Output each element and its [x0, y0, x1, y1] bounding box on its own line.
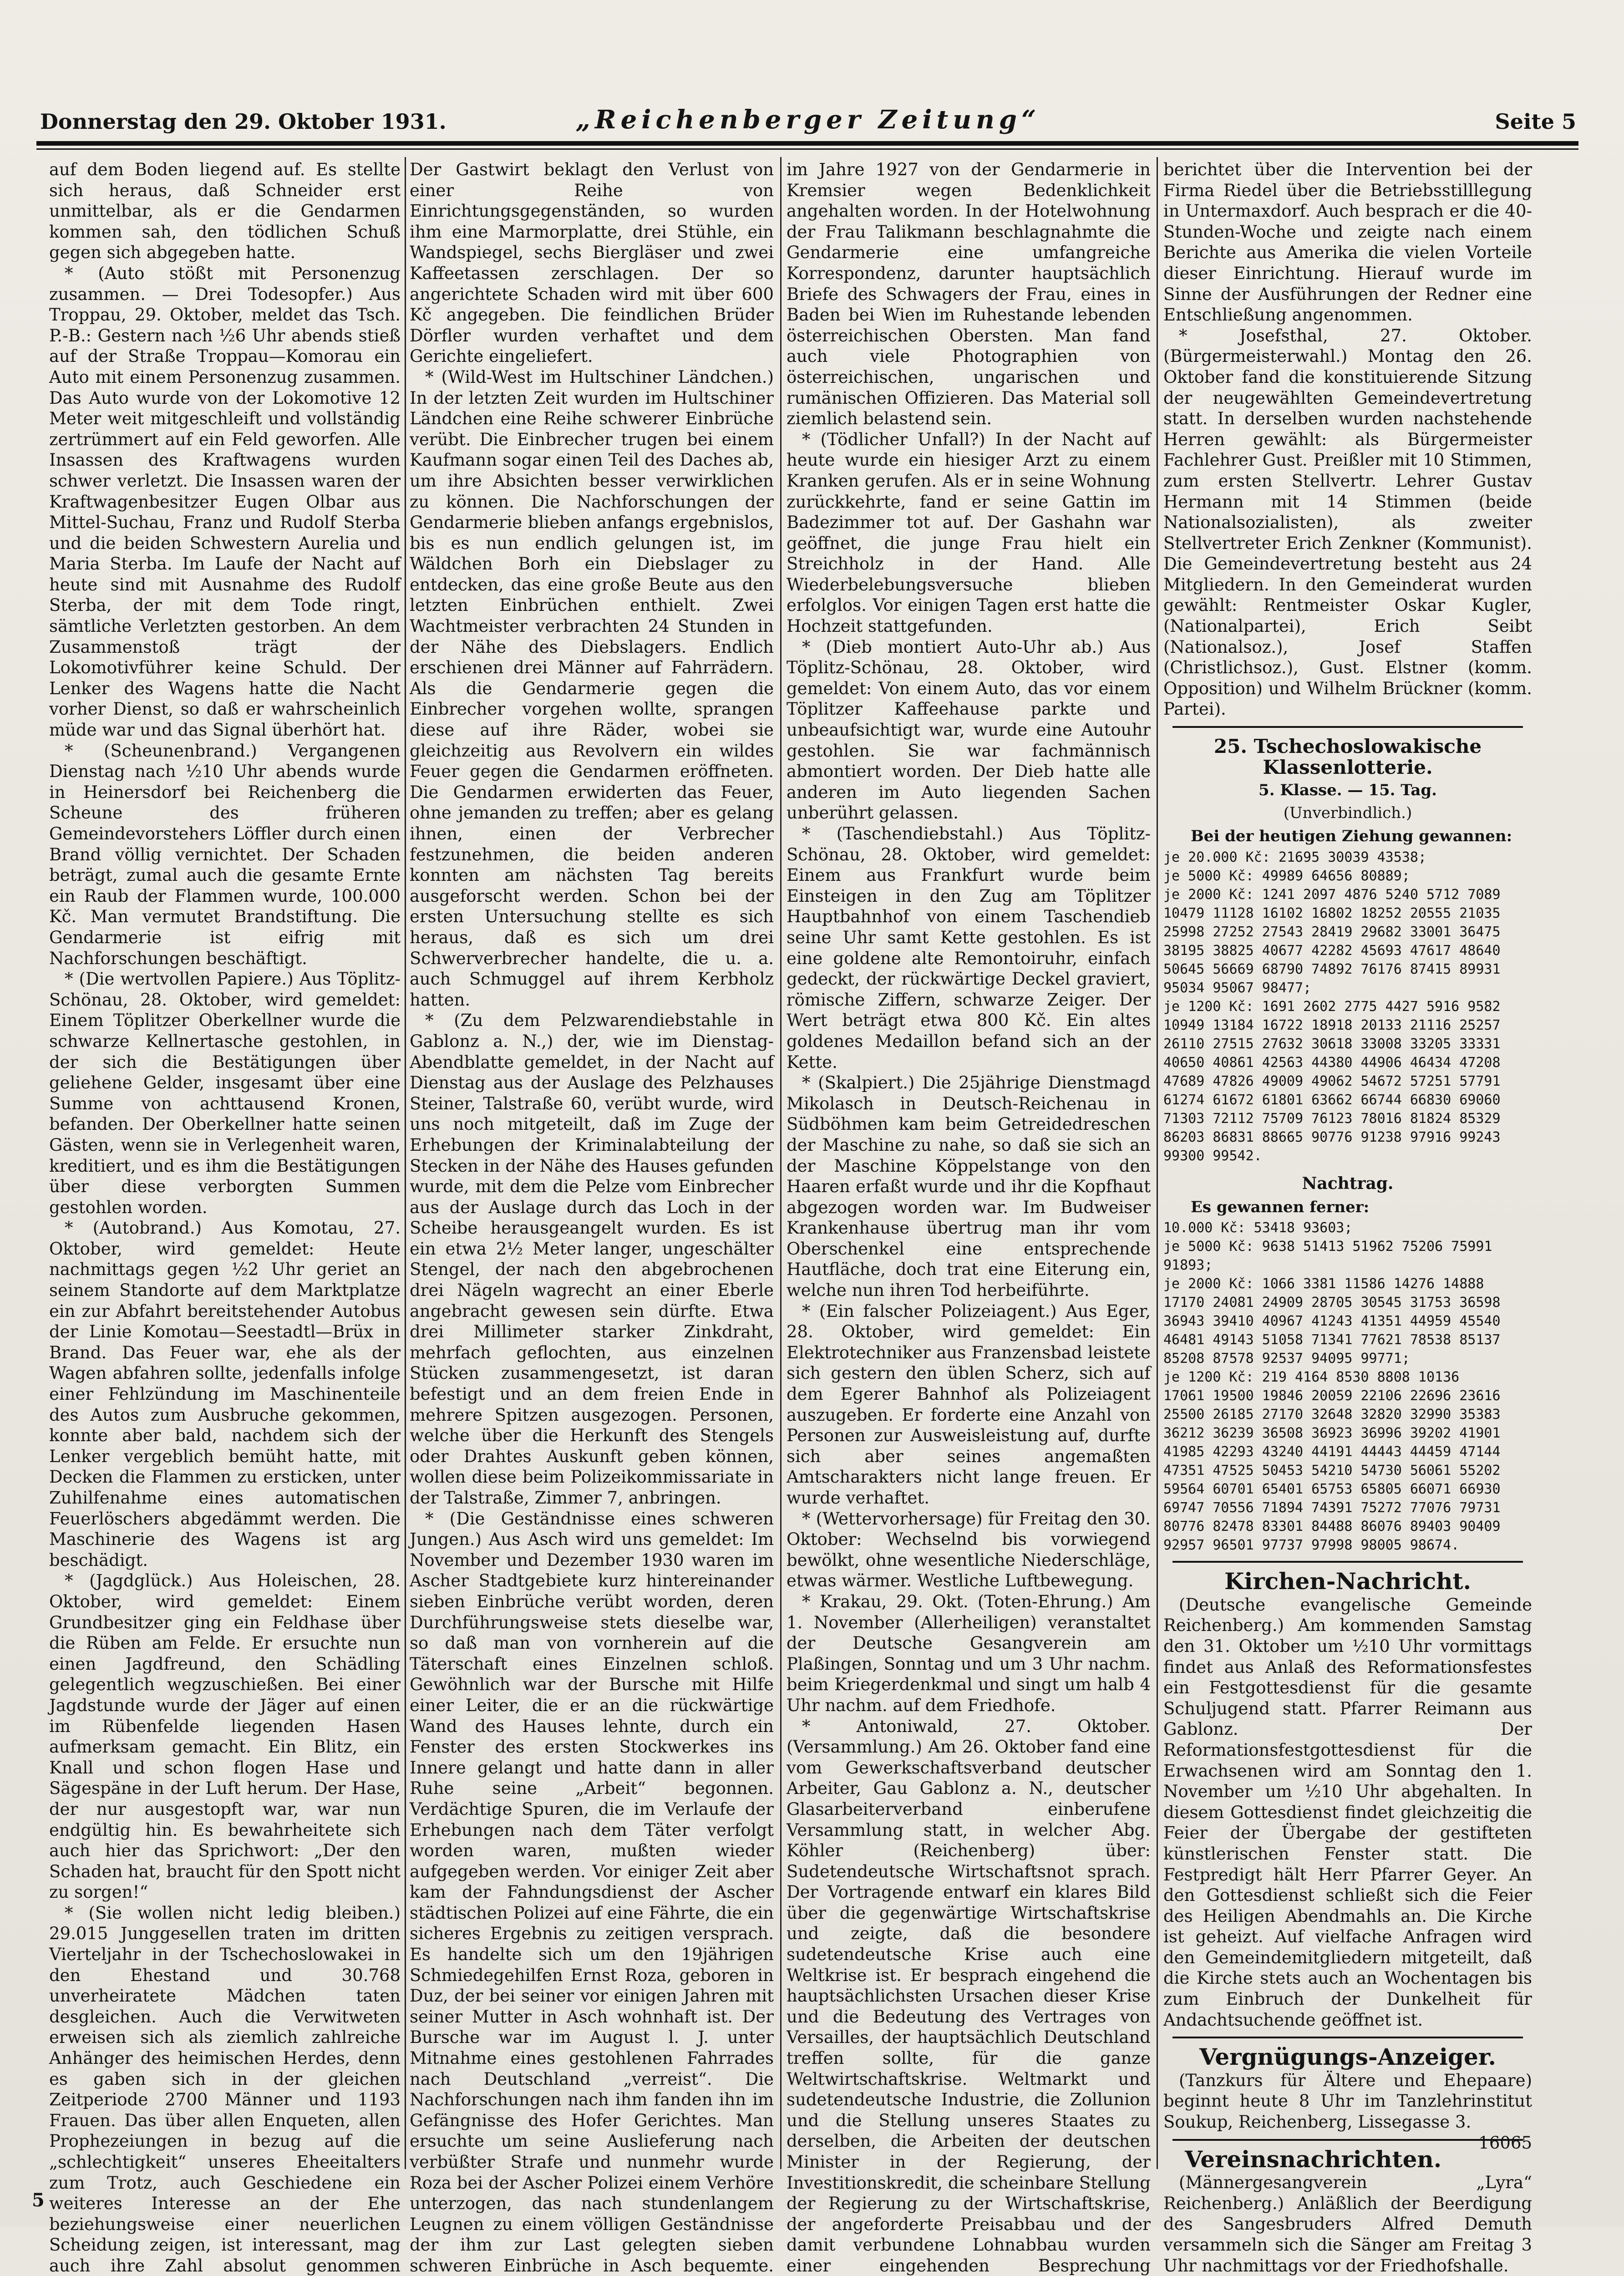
article-paragraph: * (Autobrand.) Aus Komotau, 27. Oktober, wird gemeldet: Heute nachmittags gegen ½2 Uhr geriet an seinem Standorte auf dem Marktplatze ein zur Abfahrt bereitstehender Autobus der Linie Komotau—Seestadtl—Brüx in Brand. Das Feuer war, ehe als der Wagen abfahren sollte, jedenfalls infolge einer Fehlzündung im Maschinenteile des Autos zum Ausbruche gekommen, konnte aber bald, nachdem sich der Lenker vergeblich bemüht hatte, mit Decken die Flammen zu ersticken, unter Zuhilfenahme eines automatischen Feuerlöschers abgedämmt werden. Die Maschinerie des Wagens ist arg beschädigt. — [49, 1218, 401, 1570]
lottery-row: 10479 11128 16102 16802 18252 20555 21035 — [1163, 905, 1501, 921]
lottery-row: 59564 60701 65401 65753 65805 66071 66930 — [1163, 1481, 1501, 1498]
lottery-row: je 1200 Kč: 1691 2602 2775 4427 5916 9582 — [1163, 999, 1501, 1015]
verein-text — [1163, 2172, 1532, 2276]
nachtrag-results — [1163, 1219, 1532, 1555]
lottery-subtitle: 5. Klasse. — 15. Tag. — [1259, 781, 1437, 800]
lottery-row: 80776 82478 83301 84488 86076 89403 90409 — [1163, 1519, 1501, 1535]
article-paragraph: * (Ein falscher Polizeiagent.) Aus Eger, 28. Oktober, wird gemeldet: Ein Elektrotechniker aus Franzensbad leistete sich gestern den üblen Scherz, sich auf dem Egerer Bahnhof als Polizeiagent auszugeben. Er forderte eine Anzahl von Personen zur Ausweisleistung auf, durfte sich aber seines angemaßten Amtscharakters nicht lange freuen. Er wurde verhaftet. — [787, 1301, 1151, 1508]
lottery-row: je 2000 Kč: 1241 2097 4876 5240 5712 7089 — [1163, 887, 1501, 903]
nachtrag-title: Nachtrag. — [1302, 1174, 1394, 1193]
article-paragraph: berichtet über die Intervention bei der Firma Riedel über die Betriebsstilllegung in Untermaxdorf. Auch besprach er die 40-Stunden-Woche und zeigte nach einem Berichte aus Amerika die vielen Vorteile dieser Einrichtung. Hierauf wurde im Sinne der Ausführungen der Redner eine Entschließung angenommen. — [1163, 160, 1532, 325]
lottery-row: 69747 70556 71894 74391 75272 77076 79731 — [1163, 1500, 1501, 1516]
lottery-row: 17170 24081 24909 28705 30545 31753 36598 — [1163, 1295, 1501, 1311]
column-4 — [1163, 159, 1532, 2276]
article-paragraph: * (Die Geständnisse eines schweren Jungen.) Aus Asch wird uns gemeldet: Im November und Dezember 1930 waren im Ascher Stadtgebiete kurz hintereinander sieben Einbrüche verübt worden, deren Durchführungsweise stets dieselbe war, so daß man von vornherein auf die Täterschaft eines Einzelnen schloß. Gewöhnlich war der Bursche mit Hilfe einer Leiter, die er an die rückwärtige Wand des Hauses lehnte, durch ein Fenster des ersten Stockwerkes ins Innere gelangt und hatte dann in aller Ruhe seine „Arbeit“ begonnen. Verdächtige Spuren, die im Verlaufe der Erhebungen nach dem Täter verfolgt worden waren, mußten wieder aufgegeben werden. Vor einiger Zeit aber kam der Fahndungsdienst der Ascher städtischen Polizei auf eine Fährte, die ein sicheres Ergebnis zu zeitigen versprach. Es handelte sich um den 19jährigen Schmiedegehilfen Ernst Roza, geboren in Duz, der bei seiner vor einigen Jahren mit seiner Mutter in Asch wohnhaft ist. Der Bursche war im August l. J. unter Mitnahme eines gestohlenen Fahrrades nach Deutschland „verreist“. Die Nachforschungen nach ihm fanden ihn im Gefängnisse des Hofer Gerichtes. Man ersuchte um seine Auslieferung nach verbüßter Strafe und nunmehr wurde Roza bei der Ascher Polizei einem Verhöre unterzogen, das nach stundenlangem Leugnen zu einem völligen Geständnisse der ihm zur Last gelegten sieben schweren Einbrüche in Asch bequemte. — [410, 1509, 774, 2276]
lottery-row: 25500 26185 27170 32648 32820 32990 35383 — [1163, 1407, 1501, 1423]
column-divider — [1157, 157, 1158, 2169]
lottery-row: 40650 40861 42563 44380 44906 46434 47208 — [1163, 1055, 1501, 1071]
article-paragraph: auf dem Boden liegend auf. Es stellte sich heraus, daß Schneider erst unmittelbar, als er die Gendarmen kommen sah, den tödlichen Schuß gegen sich abgegeben hatte. — [49, 160, 401, 263]
lottery-row: 17061 19500 19846 20059 22106 22696 23616 — [1163, 1388, 1501, 1404]
article-paragraph: * (Sie wollen nicht ledig bleiben.) 29.015 Junggesellen traten im dritten Vierteljahr in der Tschechoslowakei in den Ehestand und 30.768 unverheiratete Mädchen taten desgleichen. Auch die Verwitweten erweisen sich als ziemlich zahlreiche Anhänger des heimischen Herdes, denn es gaben sich in der gleichen Zeitperiode 2700 Männer und 1193 Frauen. Das über allen Enqueten, allen Prophezeiungen in bezug auf die „schlechtigkeit“ unseres Eheeitalters zum Trotz, auch Geschiedene ein weiteres Interesse an der Ehe beziehungsweise einer neuerlichen Scheidung zeigen, ist interessant, mag auch ihre Zahl absolut genommen — [49, 1903, 401, 2276]
lottery-intro: Bei der heutigen Ziehung gewannen: — [1191, 827, 1512, 846]
article-paragraph: * (Wettervorhersage) für Freitag den 30. Oktober: Wechselnd bis vorwiegend bewölkt, ohne wesentliche Niederschläge, etwas wärmer. Westliche Luftbewegung. — [787, 1509, 1151, 1591]
lottery-note: (Unverbindlich.) — [1283, 803, 1412, 822]
article-paragraph: * (Dieb montiert Auto-Uhr ab.) Aus Töplitz-Schönau, 28. Oktober, wird gemeldet: Von einem Auto, das vor einem Töplitzer Kaffeehause parkte und unbeaufsichtigt war, wurde eine Autouhr gestohlen. Sie war fachmännisch abmontiert worden. Der Dieb hatte alle anderen im Auto liegenden Sachen unberührt gelassen. — [787, 637, 1151, 823]
article-paragraph: * (Auto stößt mit Personenzug zusammen. — Drei Todesopfer.) Aus Troppau, 29. Oktober, meldet das Tsch. P.-B.: Gestern nach ½6 Uhr abends stieß auf der Straße Troppau—Komorau ein Auto mit einem Personenzug zusammen. Das Auto wurde von der Lokomotive 12 Meter weit mitgeschleift und vollständig zertrümmert auf ein Feld geworfen. Alle Insassen des Kraftwagens wurden schwer verletzt. Die Insassen waren der Kraftwagenbesitzer Eugen Olbar aus Mittel-Suchau, Franz und Rudolf Sterba und die beiden Schwestern Aurelia und Maria Sterba. Im Laufe der Nacht auf heute sind mit Ausnahme des Rudolf Sterba, der mit dem Tode ringt, sämtliche Verletzten gestorben. An dem Zusammenstoß trägt der Lokomotivführer keine Schuld. Der Lenker des Wagens hatte die Nacht vorher Dienst, so daß er wahrscheinlich müde war und das Signal überhört hat. — [49, 263, 401, 740]
lottery-row: 25998 27252 27543 28419 29682 33001 36475 — [1163, 924, 1501, 940]
lottery-row: je 5000 Kč: 9638 51413 51962 75206 75991 — [1163, 1239, 1492, 1255]
lottery-row: je 5000 Kč: 49989 64656 80889; — [1163, 868, 1410, 884]
lottery-row: 61274 61672 61801 63662 66744 66830 69060 — [1163, 1092, 1501, 1108]
lottery-row: 46481 49143 51058 71341 77621 78538 85137 — [1163, 1332, 1501, 1348]
column-1 — [49, 159, 401, 2276]
article-paragraph: * (Scheunenbrand.) Vergangenen Dienstag nach ½10 Uhr abends wurde in Heinersdorf bei Reichenberg die Scheune des früheren Gemeindevorstehers Löffler durch einen Brand völlig vernichtet. Der Schaden beträgt, zumal auch die gesamte Ernte ein Raub der Flammen wurde, 100.000 Kč. Man vermutet Brandstiftung. Die Gendarmerie ist eifrig mit Nachforschungen beschäftigt. — [49, 741, 401, 968]
lottery-row: 10949 13184 16722 18918 20133 21116 25257 — [1163, 1017, 1501, 1033]
article-paragraph: * (Die wertvollen Papiere.) Aus Töplitz-Schönau, 28. Oktober, wird gemeldet: Einem Töplitzer Oberkellner wurde die schwarze Kellnertasche gestohlen, in der sich die Bestätigungen über geliehene Gelder, insgesamt über eine Summe von achttausend Kronen, befanden. Der Oberkellner hatte seinen Gästen, wenn sie in Verlegenheit waren, kreditiert, und es ihm die Bestätigungen über diese verborgten Summen gestohlen worden. — [49, 969, 401, 1217]
lottery-row: je 20.000 Kč: 21695 30039 43538; — [1163, 849, 1426, 865]
lottery-row: je 1200 Kč: 219 4164 8530 8808 10136 — [1163, 1369, 1460, 1386]
header-rule-thin — [36, 148, 1578, 150]
lottery-row: 50645 56669 68790 74892 76176 87415 89931 — [1163, 961, 1501, 977]
article-paragraph: * (Taschendiebstahl.) Aus Töplitz-Schönau, 28. Oktober, wird gemeldet: Einem aus Frankfurt wurde beim Einsteigen in den Zug am Töplitzer Hauptbahnhof von einem Taschendieb seine Uhr samt Kette gestohlen. Es ist eine goldene alte Remontoiruhr, einfach gedeckt, der rückwärtige Deckel graviert, römische Ziffern, schwarze Zeiger. Der Wert beträgt etwa 800 Kč. Ein altes goldenes Medaillon befand sich an der Kette. — [787, 824, 1151, 1072]
verein-body-1: (Männergesangverein „Lyra“ Reichenberg.) Anläßlich der Beerdigung des Sangesbruders Alfred Demuth versammeln sich die Sänger am Freitag 3 Uhr nachmittags vor der Friedhofshalle. — [1163, 2173, 1532, 2276]
lottery-row: 86203 86831 88665 90776 91238 97916 99243 — [1163, 1129, 1501, 1145]
lottery-row: 10.000 Kč: 53418 93603; — [1163, 1220, 1353, 1236]
page-mark: 5 — [32, 2190, 45, 2211]
lottery-row: 47351 47525 50453 54210 54730 56061 55202 — [1163, 1463, 1501, 1479]
article-paragraph: * Krakau, 29. Okt. (Toten-Ehrung.) Am 1. November (Allerheiligen) veranstaltet der Deutsche Gesangverein am Plaßingen, Sonntag und um 3 Uhr nachm. beim Kriegerdenkmal und singt um halb 4 Uhr nachm. auf dem Friedhofe. — [787, 1591, 1151, 1715]
header-rule — [36, 141, 1578, 146]
lottery-row: 71303 72112 75709 76123 78016 81824 85329 — [1163, 1111, 1501, 1127]
kirchen-title: Kirchen-Nachricht. — [1224, 1568, 1472, 1595]
vergnuegung-body: (Tanzkurs für Ältere und Ehepaare) beginnt heute 8 Uhr im Tanzlehrinstitut Soukup, Reichenberg, Lissegasse 3. — [1163, 2070, 1532, 2132]
lottery-row: 92957 96501 97737 97998 98005 98674. — [1163, 1537, 1460, 1554]
lottery-title: 25. Tschechoslowakische Klassenlotterie. — [1213, 735, 1482, 778]
lottery-row: 36943 39410 40967 41243 41351 44959 45540 — [1163, 1313, 1501, 1330]
ad-number: 16065 — [1478, 2133, 1532, 2153]
article-paragraph: * (Tödlicher Unfall?) In der Nacht auf heute wurde ein hiesiger Arzt zu einem Kranken gerufen. Als er in seine Wohnung zurückkehrte, fand er seine Gattin im Badezimmer tot auf. Der Gashahn war geöffnet, die junge Frau hielt ein Streichholz in der Hand. Alle Wiederbelebungsversuche blieben erfolglos. Vor einigen Tagen erst hatte die Hochzeit stattgefunden. — [787, 429, 1151, 636]
issue-date: Donnerstag den 29. Oktober 1931. — [40, 109, 447, 134]
column-divider — [780, 157, 782, 2169]
column-2 — [410, 159, 774, 2276]
lottery-row: 99300 99542. — [1163, 1148, 1262, 1164]
article-paragraph: Der Gastwirt beklagt den Verlust von einer Reihe von Einrichtungsgegenständen, so wurden ihm eine Marmorplatte, drei Stühle, ein Wandspiegel, sechs Biergläser und zwei Kaffeetassen zerschlagen. Der so angerichtete Schaden wird mit über 600 Kč angegeben. Die feindlichen Brüder Dörfler wurden verhaftet und dem Gerichte eingeliefert. — [410, 160, 774, 366]
lottery-row: 85208 87578 92537 94095 99771; — [1163, 1351, 1410, 1367]
article-paragraph: * (Wild-West im Hultschiner Ländchen.) In der letzten Zeit wurden im Hultschiner Ländchen eine Reihe schwerer Einbrüche verübt. Die Einbrecher trugen bei einem Kaufmann sogar einen Teil des Daches ab, um ihre Absichten besser verwirklichen zu können. Die Nachforschungen der Gendarmerie blieben anfangs ergebnislos, bis es nun endlich gelungen ist, im Wäldchen Borh ein Diebslager zu entdecken, das eine große Beute aus den letzten Einbrüchen enthielt. Zwei Wachtmeister verbrachten 24 Stunden in der Nähe des Diebslagers. Endlich erschienen drei Männer auf Fahrrädern. Als die Gendarmerie gegen die Einbrecher vorgehen wollte, sprangen diese auf ihre Räder, wobei sie gleichzeitig aus Revolvern ein wildes Feuer gegen die Gendarmen eröffneten. Die Gendarmen erwiderten das Feuer, ohne jemanden zu treffen; aber es gelang ihnen, einen der Verbrecher festzunehmen, die beiden anderen konnten am nächsten Tag bereits ausgeforscht werden. Schon bei der ersten Untersuchung stellte es sich heraus, daß es sich um drei Schwerverbrecher handelte, die u. a. auch Schmuggel auf ihrem Kerbholz hatten. — [410, 367, 774, 1010]
kirchen-text: (Deutsche evangelische Gemeinde Reichenberg.) Am kommenden Samstag den 31. Oktober um ½10 Uhr vormittags findet aus Anlaß des Reformationsfestes ein Festgottesdienst für die gesamte Schuljugend statt. Pfarrer Reimann aus Gablonz. Der Reformationsfestgottesdienst für die Erwachsenen wird am Sonntag den 1. November um ½10 Uhr abgehalten. In diesem Gottesdienst findet gleichzeitig die Feier der Übergabe der gestifteten künstlerischen Fenster statt. Die Festpredigt hält Herr Pfarrer Geyer. An den Gottesdienst schließt sich die Feier des Heiligen Abendmahls an. Die Kirche ist geheizt. Auf vielfache Anfragen wird den Gemeindemitgliedern mitgeteilt, daß die Kirche stets auch an Wochentagen bis zum Einbruch der Dunkelheit für Andachtsuchende geöffnet ist. — [1163, 1595, 1532, 2030]
lottery-row: 47689 47826 49009 49062 54672 57251 57791 — [1163, 1073, 1501, 1089]
lottery-row: 38195 38825 40677 42282 45693 47617 48640 — [1163, 943, 1501, 959]
vergnuegung-title: Vergnügungs-Anzeiger. — [1199, 2043, 1496, 2071]
nachtrag-intro: Es gewannen ferner: — [1191, 1198, 1370, 1216]
article-paragraph: * (Skalpiert.) Die 25jährige Dienstmagd Mikolasch in Deutsch-Reichenau in Südböhmen kam beim Getreidedreschen der Maschine zu nahe, so daß sie sich an der Maschine Köppelstange von den Haaren erfaßt wurde und ihr die Kopfhaut abgezogen worden war. Im Budweiser Krankenhause übertrug man ihr vom Oberschenkel eine entsprechende Hautfläche, doch trat eine Eiterung ein, welche nun ihren Tod herbeiführte. — [787, 1073, 1151, 1301]
masthead: „Reichenberger Zeitung“ — [575, 105, 1041, 135]
lottery-row: 95034 95067 98477; — [1163, 980, 1312, 996]
lottery-row: 36212 36239 36508 36923 36996 39202 41901 — [1163, 1425, 1501, 1442]
article-paragraph: * Josefsthal, 27. Oktober. (Bürgermeisterwahl.) Montag den 26. Oktober fand die konstituierende Sitzung der neugewählten Gemeindevertretung statt. In derselben wurden nachstehende Herren gewählt: als Bürgermeister Fachlehrer Gust. Preißler mit 10 Stimmen, zum ersten Stellvertr. Lehrer Gustav Hermann mit 14 Stimmen (beide Nationalsozialisten), als zweiter Stellvertreter Erich Zenkner (Kommunist). Die Gemeindevertretung besteht aus 24 Mitgliedern. In den Gemeinderat wurden gewählt: Rentmeister Oskar Kugler, (Nationalpartei), Erich Seibt (Nationalsoz.), Josef Staffen (Christlichsoz.), Gust. Elstner (komm. Opposition) und Wilhelm Brückner (komm. Partei). — [1163, 325, 1532, 719]
section-rule — [1172, 2037, 1523, 2038]
article-paragraph: * (Zu dem Pelzwarendiebstahle in Gablonz a. N.,) der, wie im Dienstag-Abendblatte gemeldet, in der Nacht auf Dienstag aus der Auslage des Pelzhauses Steiner, Talstraße 60, verübt wurde, wird uns noch mitgeteilt, daß im Zuge der Erhebungen der Kriminalabteilung der Stecken in der Nähe des Hauses gefunden wurde, mit dem die Pelze vom Einbrecher aus der Auslage durch das Loch in der Scheibe herausgeangelt wurden. Es ist ein etwa 2½ Meter langer, ungeschälter Stengel, der nach den abgebrochenen drei Nägeln wagrecht an einer Eberle angebracht gewesen sein dürfte. Etwa drei Millimeter starker Zinkdraht, mehrfach geflochten, aus einzelnen Stücken zusammengesetzt, ist daran befestigt und an dem freien Ende in mehrere Spitzen ausgezogen. Personen, welche über die Herkunft des Stengels oder Drahtes Auskunft geben können, wollen diese beim Polizeikommissariate in der Talstraße, Zimmer 7, anbringen. — [410, 1011, 774, 1508]
lottery-row: 41985 42293 43240 44191 44443 44459 47144 — [1163, 1444, 1501, 1460]
section-rule — [1172, 1561, 1523, 1563]
article-paragraph: * Antoniwald, 27. Oktober. (Versammlung.) Am 26. Oktober fand eine vom Gewerkschaftsverband deutscher Arbeiter, Gau Gablonz a. N., deutscher Glasarbeiterverband einberufene Versammlung statt, in welcher Abg. Köhler (Reichenberg) über: Sudetendeutsche Wirtschaftsnot sprach. Der Vortragende entwarf ein klares Bild über die gegenwärtige Wirtschaftskrise und zeigte, daß die besondere sudetendeutsche Krise auch eine Weltkrise ist. Er besprach eingehend die hauptsächlichsten Ursachen dieser Krise und die Bedeutung des Vertrages von Versailles, der hauptsächlich Deutschland treffen sollte, für die ganze Weltwirtschaftskrise. Weltmarkt und sudetendeutsche Industrie, die Zollunion und die Stellung unseres Staates zu derselben, die Arbeiten der deutschen Minister in der Regierung, der Investitionskredit, die scheinbare Stellung der Regierung zu der Wirtschaftskrise, der angeforderte Preisabbau und der damit verbundene Lohnabbau wurden einer eingehenden Besprechung — [787, 1716, 1151, 2276]
vergnuegung-text — [1163, 2070, 1532, 2153]
lottery-row: je 2000 Kč: 1066 3381 11586 14276 14888 — [1163, 1276, 1484, 1292]
page-header — [40, 105, 1576, 141]
column-divider — [405, 157, 406, 2169]
lottery-row: 26110 27515 27632 30618 33008 33205 33331 — [1163, 1036, 1501, 1052]
verein-title: Vereinsnachrichten. — [1185, 2145, 1442, 2173]
section-rule — [1172, 726, 1523, 728]
article-paragraph: * (Jagdglück.) Aus Holeischen, 28. Oktober, wird gemeldet: Einem Grundbesitzer ging ein Feldhase über die Rüben am Felde. Er ersuchte nun einen Jagdfreund, den Schädling gelegentlich wegzuschießen. Bei einer Jagdstunde wurde der Jäger auf einen im Rübenfelde liegenden Hasen aufmerksam gemacht. Ein Blitz, ein Knall und schon flogen Hase und Sägespäne in der Luft herum. Der Hase, der nur ausgestopft war, war nun endgültig hin. Es bewahrheitete sich auch hier das Sprichwort: „Der den Schaden hat, braucht für den Spott nicht zu sorgen!“ — [49, 1571, 401, 1902]
column-3 — [787, 159, 1151, 2276]
article-paragraph: im Jahre 1927 von der Gendarmerie in Kremsier wegen Bedenklichkeit angehalten worden. In der Hotelwohnung der Frau Talikmann beschlagnahmte die Gendarmerie eine umfangreiche Korrespondenz, darunter hauptsächlich Briefe des Schwagers der Frau, eines in Baden bei Wien im Ruhestande lebenden österreichischen Obersten. Man fand auch viele Photographien von österreichischen, ungarischen und rumänischen Offizieren. Das Material soll ziemlich belastend sein. — [787, 160, 1151, 429]
lottery-row: 91893; — [1163, 1257, 1213, 1274]
page-number: Seite 5 — [1495, 109, 1576, 134]
lottery-results — [1163, 848, 1532, 1165]
